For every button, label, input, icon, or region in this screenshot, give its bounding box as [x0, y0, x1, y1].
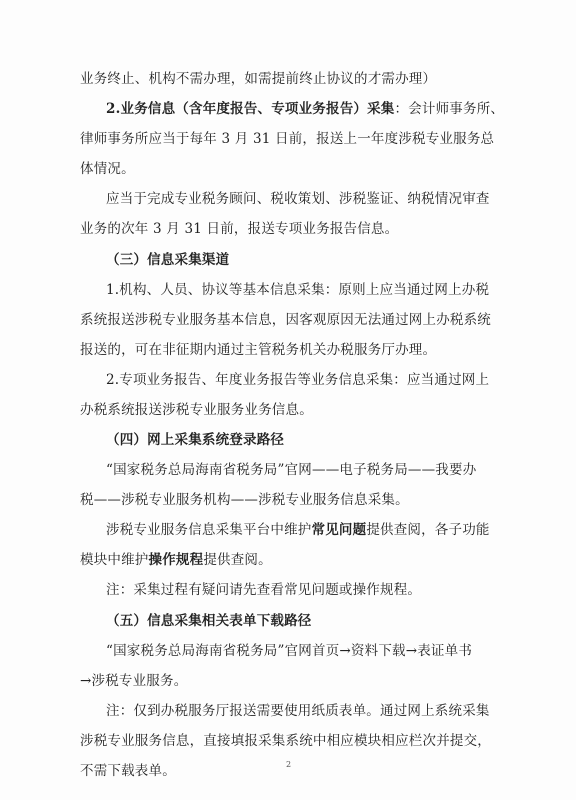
text-segment: 2.专项业务报告、年度业务报告等业务信息采集：应当通过网上	[106, 372, 490, 388]
text-segment: 业务终止、机构不需办理，如需提前终止协议的才需办理）	[80, 71, 437, 87]
text-line-8	[106, 281, 489, 299]
section-heading-3	[106, 251, 229, 269]
text-segment: 业务的次年 3 月 31 日前，报送专项业务报告信息。	[80, 221, 399, 237]
page-number: 2	[286, 760, 292, 769]
text-segment: 涉税专业服务信息，直接填报采集系统中相应模块相应栏次并提交，	[80, 733, 491, 749]
text-segment: 注：仅到办税服务厅报送需要使用纸质表单。通过网上系统采集	[106, 703, 490, 719]
text-line-5	[106, 190, 490, 208]
section-heading-5	[106, 612, 312, 630]
text-segment: ：会计师事务所、	[394, 101, 505, 117]
text-line-15	[80, 491, 409, 509]
text-segment: 应当于完成专业税务顾问、税收策划、涉税鉴证、纳税情况审查	[106, 191, 490, 207]
heading-segment: （五）信息采集相关表单下载路径	[106, 613, 312, 629]
text-segment: “国家税务总局海南省税务局”官网——电子税务局——我要办	[106, 462, 477, 478]
emphasis-segment: 操作规程	[148, 552, 204, 568]
text-segment: 系统报送涉税专业服务基本信息，因客观原因无法通过网上办税系统	[80, 312, 491, 328]
text-line-18	[106, 581, 421, 599]
text-segment: 提供查阅，各子功能	[366, 522, 490, 538]
text-segment: 注：采集过程有疑问请先查看常见问题或操作规程。	[106, 582, 422, 598]
text-line-9	[80, 311, 491, 329]
text-segment: 税——涉税专业服务机构——涉税专业服务信息采集。	[80, 492, 409, 508]
heading-segment: （四）网上采集系统登录路径	[106, 432, 285, 448]
text-line-4	[80, 160, 135, 178]
text-segment: 律师事务所应当于每年 3 月 31 日前，报送上一年度涉税专业服务总	[80, 131, 495, 147]
text-segment: 体情况。	[80, 161, 135, 177]
heading-segment: （三）信息采集渠道	[106, 252, 230, 268]
section-heading-4	[106, 431, 284, 449]
emphasis-segment: 常见问题	[311, 522, 367, 538]
text-line-2	[106, 100, 504, 118]
text-line-23	[80, 732, 491, 750]
text-segment: 1.机构、人员、协议等基本信息采集：原则上应当通过网上办税	[106, 282, 490, 298]
text-line-16	[106, 521, 490, 539]
text-line-10	[80, 341, 436, 359]
text-segment: “国家税务总局海南省税务局”官网首页→资料下载→表证单书	[106, 643, 473, 659]
text-line-12	[80, 401, 313, 419]
text-line-21	[80, 672, 187, 690]
text-segment: →涉税专业服务。	[80, 673, 188, 689]
text-line-20	[106, 642, 472, 660]
text-line-6	[80, 220, 398, 238]
text-line-11	[106, 371, 489, 389]
text-segment: 涉税专业服务信息采集平台中维护	[106, 522, 312, 538]
text-line-14	[106, 461, 476, 479]
text-segment: 报送的，可在非征期内通过主管税务机关办税服务厅办理。	[80, 342, 437, 358]
text-segment: 不需下载表单。	[80, 763, 176, 779]
text-segment: 模块中维护	[80, 552, 149, 568]
heading-segment: 2.业务信息（含年度报告、专项业务报告）采集	[106, 101, 395, 117]
text-line-3	[80, 130, 494, 148]
text-line-22	[106, 702, 490, 720]
text-segment: 提供查阅。	[203, 552, 272, 568]
text-segment: 办税系统报送涉税专业服务业务信息。	[80, 402, 313, 418]
text-line-17	[80, 551, 272, 569]
text-line-1	[80, 70, 436, 88]
text-line-24	[80, 762, 176, 780]
